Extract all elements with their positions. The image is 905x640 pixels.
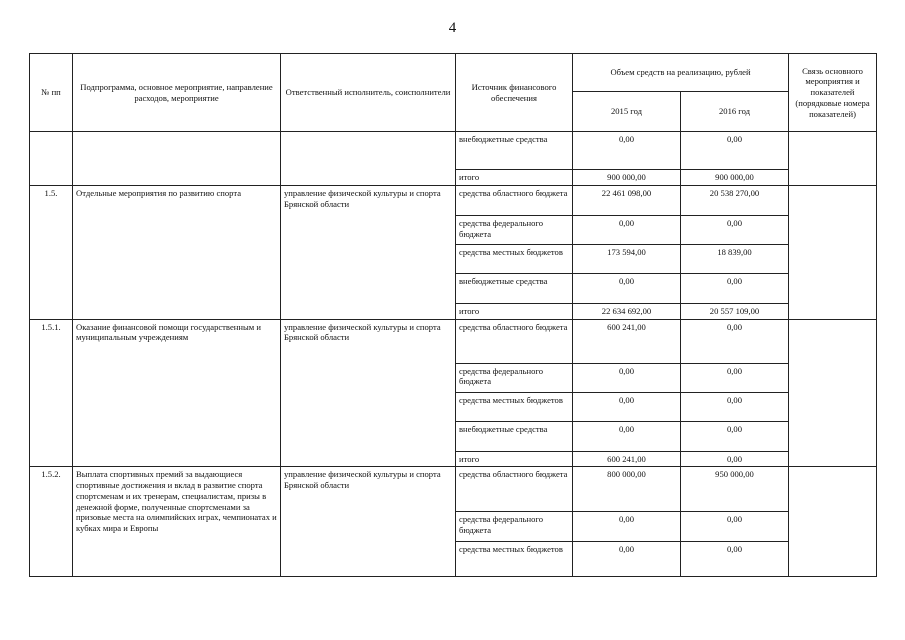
value-2015: 173 594,00 <box>573 245 681 274</box>
value-2015: 22 634 692,00 <box>573 304 681 320</box>
source-cell: средства местных бюджетов <box>456 542 573 577</box>
funding-table <box>29 53 877 577</box>
source-cell: внебюджетные средства <box>456 274 573 304</box>
table-row <box>30 186 877 216</box>
value-2015: 0,00 <box>573 274 681 304</box>
program-cell <box>73 132 281 186</box>
header-volume: Объем средств на реализацию, рублей <box>573 54 789 92</box>
source-cell: средства областного бюджета <box>456 186 573 216</box>
link-cell <box>789 186 877 320</box>
page-number: 4 <box>448 20 457 36</box>
value-2015: 0,00 <box>573 132 681 170</box>
value-2016: 20 538 270,00 <box>681 186 789 216</box>
num-cell: 1.5.1. <box>30 319 73 467</box>
value-2015: 22 461 098,00 <box>573 186 681 216</box>
value-2016: 20 557 109,00 <box>681 304 789 320</box>
num-cell: 1.5. <box>30 186 73 320</box>
executor-cell <box>281 132 456 186</box>
source-cell: средства местных бюджетов <box>456 392 573 421</box>
value-2015: 0,00 <box>573 216 681 245</box>
value-2015: 0,00 <box>573 421 681 451</box>
header-2015: 2015 год <box>573 92 681 132</box>
value-2015: 600 241,00 <box>573 319 681 363</box>
value-2016: 0,00 <box>681 451 789 467</box>
program-cell: Оказание финансовой помощи государственным и муниципальным учреждениям <box>73 319 281 467</box>
value-2016: 0,00 <box>681 392 789 421</box>
value-2015: 0,00 <box>573 542 681 577</box>
num-cell <box>30 132 73 186</box>
value-2016: 0,00 <box>681 512 789 542</box>
header-executor: Ответственный исполнитель, соисполнители <box>281 54 456 132</box>
source-cell: итого <box>456 170 573 186</box>
value-2015: 0,00 <box>573 392 681 421</box>
header-source: Источник финансового обеспечения <box>456 54 573 132</box>
header-link: Связь основного мероприятия и показателей (порядковые номера показателей) <box>789 54 877 132</box>
value-2016: 900 000,00 <box>681 170 789 186</box>
value-2015: 800 000,00 <box>573 467 681 512</box>
value-2016: 0,00 <box>681 132 789 170</box>
executor-cell: управление физической культуры и спорта Брянской области <box>281 467 456 577</box>
source-cell: внебюджетные средства <box>456 132 573 170</box>
header-program: Подпрограмма, основное мероприятие, направление расходов, мероприятие <box>73 54 281 132</box>
num-cell: 1.5.2. <box>30 467 73 577</box>
program-cell: Отдельные мероприятия по развитию спорта <box>73 186 281 320</box>
value-2016: 18 839,00 <box>681 245 789 274</box>
value-2015: 600 241,00 <box>573 451 681 467</box>
source-cell: средства федерального бюджета <box>456 363 573 392</box>
table-row <box>30 467 877 512</box>
source-cell: внебюджетные средства <box>456 421 573 451</box>
source-cell: итого <box>456 451 573 467</box>
value-2016: 0,00 <box>681 274 789 304</box>
program-cell: Выплата спортивных премий за выдающиеся спортивные достижения и вклад в развитие спорта спортсменам и их тренерам, специалистам, призы в денежной форме, полученные спортсменами за призовые места на олимпийских играх, чемпионатах и кубках мира и Европы <box>73 467 281 577</box>
value-2015: 900 000,00 <box>573 170 681 186</box>
value-2016: 0,00 <box>681 363 789 392</box>
source-cell: итого <box>456 304 573 320</box>
table-row <box>30 132 877 170</box>
value-2015: 0,00 <box>573 363 681 392</box>
link-cell <box>789 467 877 577</box>
source-cell: средства областного бюджета <box>456 319 573 363</box>
value-2016: 0,00 <box>681 542 789 577</box>
header-row <box>30 54 877 92</box>
header-2016: 2016 год <box>681 92 789 132</box>
link-cell <box>789 319 877 467</box>
source-cell: средства федерального бюджета <box>456 216 573 245</box>
source-cell: средства областного бюджета <box>456 467 573 512</box>
value-2016: 0,00 <box>681 319 789 363</box>
header-num: № пп <box>30 54 73 132</box>
link-cell <box>789 132 877 186</box>
value-2015: 0,00 <box>573 512 681 542</box>
executor-cell: управление физической культуры и спорта Брянской области <box>281 186 456 320</box>
source-cell: средства федерального бюджета <box>456 512 573 542</box>
value-2016: 0,00 <box>681 421 789 451</box>
executor-cell: управление физической культуры и спорта Брянской области <box>281 319 456 467</box>
value-2016: 950 000,00 <box>681 467 789 512</box>
table-row <box>30 319 877 363</box>
source-cell: средства местных бюджетов <box>456 245 573 274</box>
value-2016: 0,00 <box>681 216 789 245</box>
